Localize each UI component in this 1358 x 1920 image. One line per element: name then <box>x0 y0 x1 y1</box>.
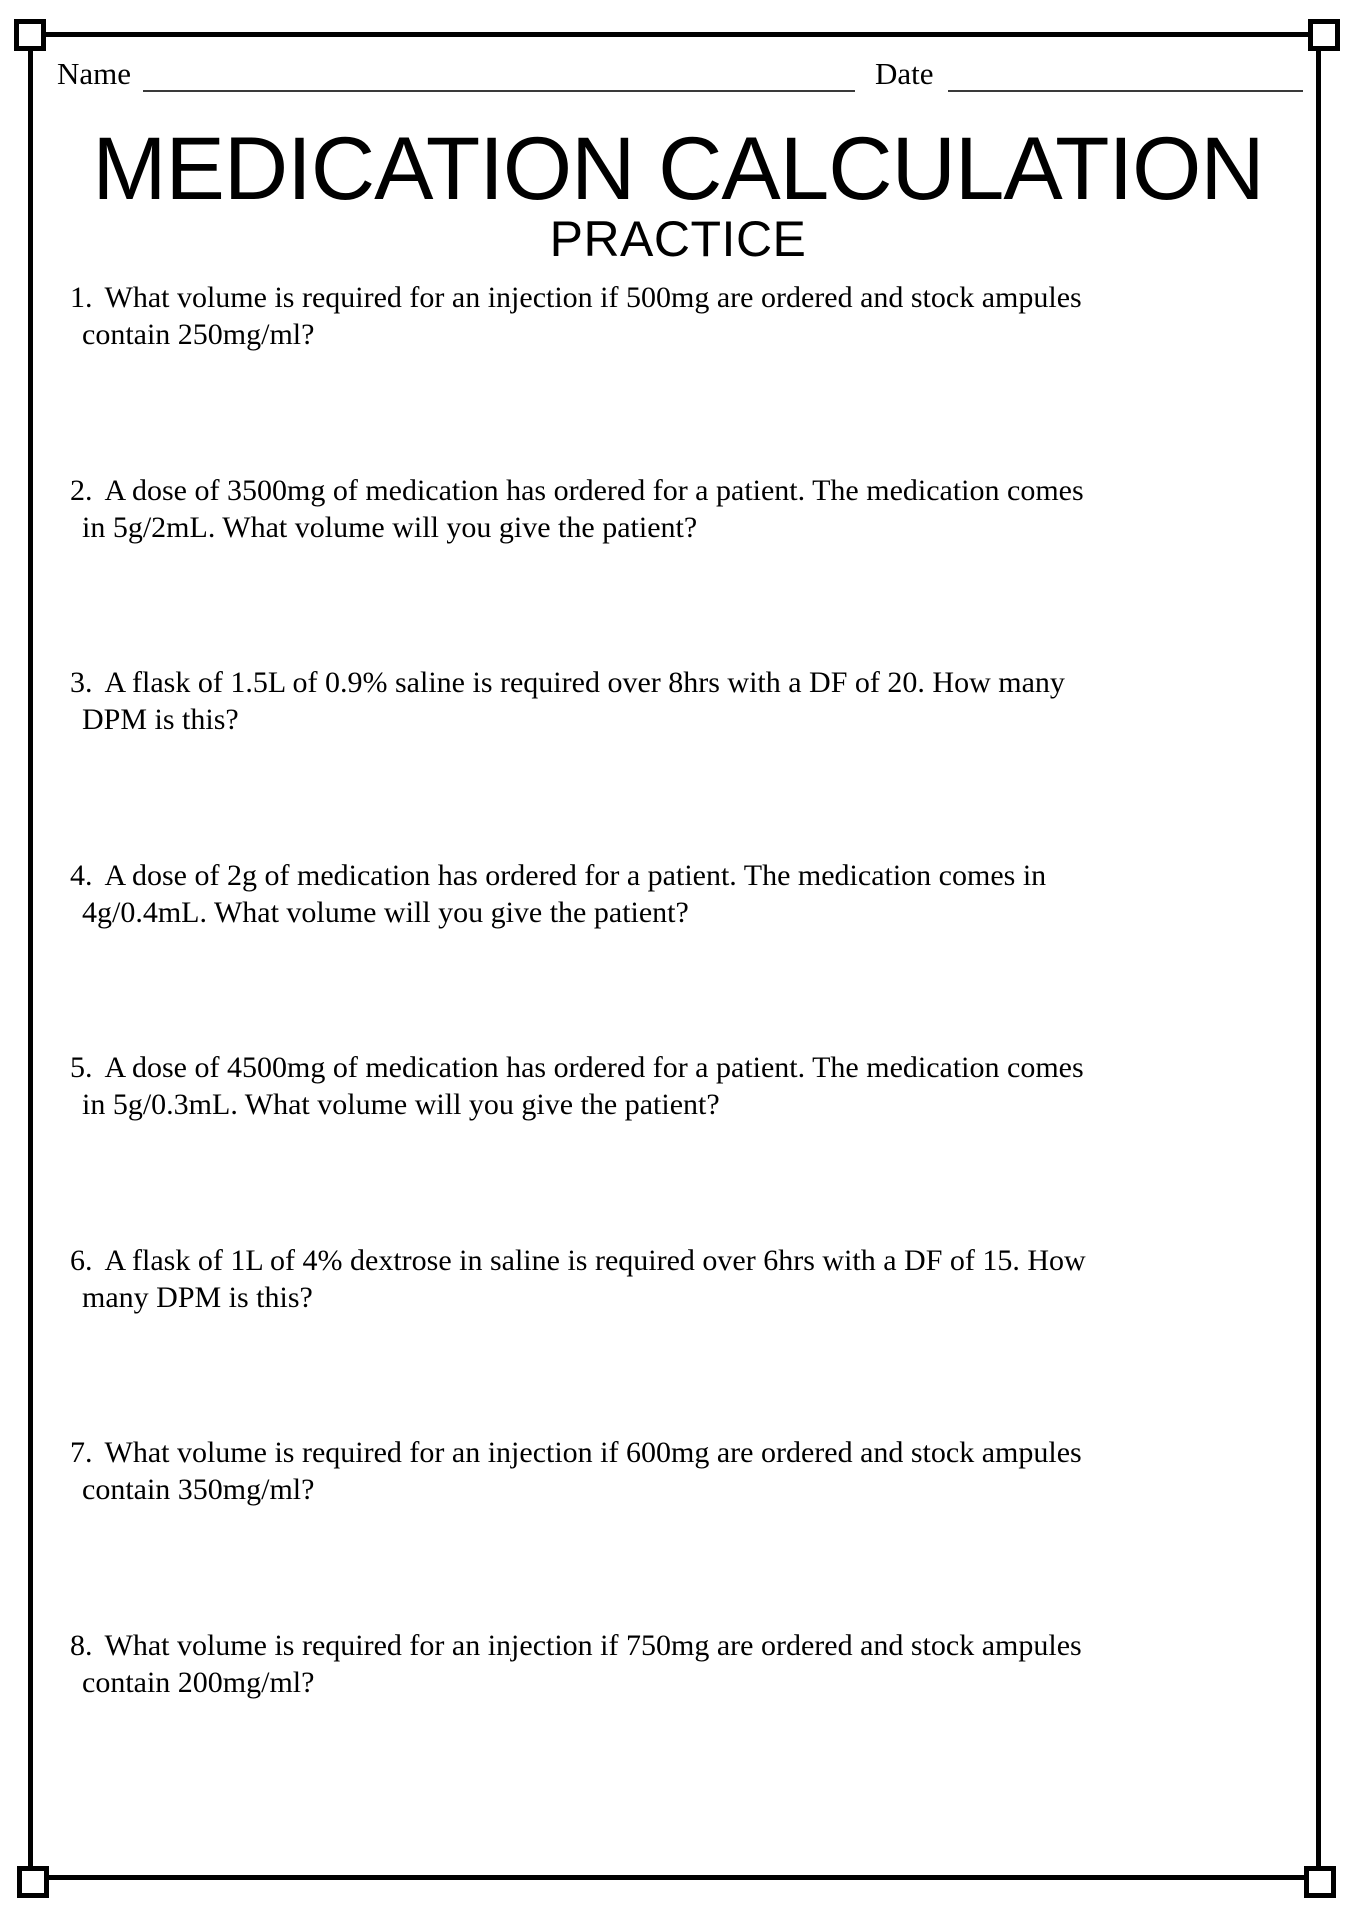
corner-square-bottom-right <box>1304 1866 1336 1898</box>
corner-square-top-right <box>1308 19 1340 51</box>
question-text-line2: many DPM is this? <box>82 1280 313 1314</box>
question-5 <box>70 1049 1292 1242</box>
question-text-line2: 4g/0.4mL. What volume will you give the patient? <box>82 895 689 929</box>
question-number: 2. <box>70 473 93 507</box>
question-text-line2: DPM is this? <box>82 703 239 736</box>
question-text-line1: What volume is required for an injection if 600mg are ordered and stock ampules <box>104 1436 1082 1469</box>
question-text-line1: A dose of 3500mg of medication has ordered for a patient. The medication comes <box>104 473 1084 507</box>
question-1 <box>70 279 1292 472</box>
question-number: 3. <box>70 666 93 699</box>
corner-square-top-left <box>14 19 46 51</box>
question-4 <box>70 857 1292 1050</box>
question-7 <box>70 1434 1292 1627</box>
question-number: 5. <box>70 1051 93 1084</box>
question-list <box>70 279 1292 1819</box>
question-text-line1: What volume is required for an injection if 750mg are ordered and stock ampules <box>104 1628 1082 1662</box>
question-number: 4. <box>70 858 93 892</box>
question-number: 6. <box>70 1243 93 1277</box>
question-text-line2: in 5g/0.3mL. What volume will you give the patient? <box>82 1088 720 1121</box>
question-text-line2: in 5g/2mL. What volume will you give the patient? <box>82 510 698 544</box>
corner-square-bottom-left <box>17 1866 49 1898</box>
question-3 <box>70 664 1292 857</box>
header-row <box>57 56 1303 92</box>
name-label: Name <box>57 56 132 91</box>
question-text-line1: A flask of 1.5L of 0.9% saline is required over 8hrs with a DF of 20. How many <box>104 666 1065 699</box>
question-text-line1: A flask of 1L of 4% dextrose in saline is required over 6hrs with a DF of 15. How <box>104 1243 1086 1277</box>
question-text-line2: contain 200mg/ml? <box>82 1665 315 1699</box>
name-entry-line[interactable] <box>143 56 855 92</box>
question-6 <box>70 1242 1292 1435</box>
page-subtitle: PRACTICE <box>549 211 807 267</box>
question-text-line1: A dose of 4500mg of medication has ordered for a patient. The medication comes <box>104 1051 1084 1084</box>
question-text-line1: A dose of 2g of medication has ordered for a patient. The medication comes in <box>104 858 1047 892</box>
page-title: MEDICATION CALCULATION <box>92 118 1264 218</box>
question-2 <box>70 472 1292 665</box>
question-number: 1. <box>70 281 93 314</box>
question-text-line2: contain 250mg/ml? <box>82 318 315 351</box>
question-number: 7. <box>70 1436 93 1469</box>
date-label: Date <box>875 56 934 91</box>
question-text-line1: What volume is required for an injection if 500mg are ordered and stock ampules <box>104 281 1082 314</box>
question-text-line2: contain 350mg/ml? <box>82 1473 315 1506</box>
date-entry-line[interactable] <box>948 56 1303 92</box>
question-8 <box>70 1627 1292 1820</box>
question-number: 8. <box>70 1628 93 1662</box>
